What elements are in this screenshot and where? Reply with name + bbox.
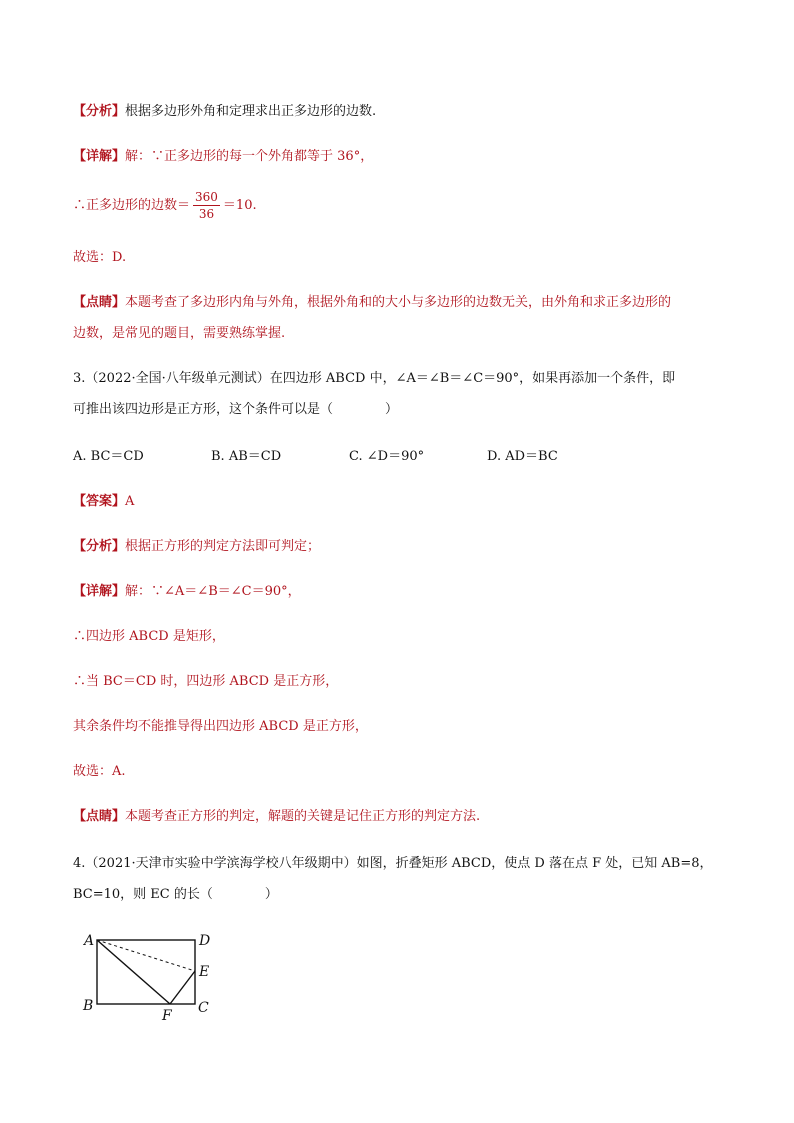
- label-b: B: [83, 998, 94, 1014]
- rectangle-fold-figure: [80, 928, 230, 1023]
- q2-detail: [73, 148, 373, 166]
- q2-step-fraction: [73, 188, 257, 224]
- segment-fe: [170, 971, 195, 1004]
- q4-stem-line2: BC=10，则 EC 的长（ ）: [73, 887, 278, 902]
- comment-text: 本题考查了多边形内角与外角，根据外角和的大小与多边形的边数无关，由外角和求正多边形的: [125, 295, 672, 310]
- label-a: A: [84, 933, 95, 949]
- option-d: D. AD＝BC: [487, 449, 558, 464]
- q3-step3: 其余条件均不能推导得出四边形 ABCD 是正方形，: [73, 719, 368, 734]
- detail-text: 解：∵∠A＝∠B＝∠C＝90°，: [125, 584, 301, 599]
- comment-tag: 【点睛】: [73, 295, 126, 310]
- comment-text: 本题考查正方形的判定，解题的关键是记住正方形的判定方法.: [125, 809, 481, 824]
- detail-tag: 【详解】: [73, 584, 126, 599]
- q3-analysis: [73, 538, 320, 556]
- detail-tag: 【详解】: [73, 149, 126, 164]
- fraction-denominator: 36: [198, 207, 215, 221]
- q3-choice: 故选：A.: [73, 764, 126, 779]
- segment-ae-dashed: [97, 940, 195, 971]
- analysis-tag: 【分析】: [73, 104, 126, 119]
- rectangle-abcd: [97, 940, 195, 1004]
- q3-stem-line2: 可推出该四边形是正方形，这个条件可以是（ ）: [73, 402, 399, 417]
- label-f: F: [162, 1008, 172, 1023]
- q4-stem-line1: 4.（2021·天津市实验中学滨海学校八年级期中）如图，折叠矩形 ABCD，使点 D 落在点 F 处，已知 AB=8，: [73, 856, 713, 871]
- option-b: B. AB＝CD: [211, 449, 282, 464]
- q2-comment-line2: 边数，是常见的题目，需要熟练掌握.: [73, 326, 286, 341]
- fraction: [193, 189, 220, 222]
- q3-detail: [73, 583, 301, 601]
- analysis-tag: 【分析】: [73, 539, 126, 554]
- q2-choice: 故选：D.: [73, 250, 127, 265]
- answer-tag: 【答案】: [73, 494, 126, 509]
- answer-value: A: [125, 494, 135, 509]
- step-prefix: ∴正多边形的边数＝: [73, 198, 191, 213]
- label-e: E: [199, 964, 210, 980]
- analysis-text: 根据正方形的判定方法即可判定；: [125, 539, 321, 554]
- comment-tag: 【点睛】: [73, 809, 126, 824]
- q3-comment: [73, 808, 480, 826]
- q2-analysis: [73, 103, 376, 121]
- label-c: C: [198, 1000, 209, 1016]
- segment-af: [97, 940, 170, 1004]
- analysis-text: 根据多边形外角和定理求出正多边形的边数.: [125, 104, 377, 119]
- q3-stem-line1: 3.（2022·全国·八年级单元测试）在四边形 ABCD 中，∠A＝∠B＝∠C＝90°，如果再添加一个条件，即: [73, 371, 676, 386]
- q2-comment-line1: [73, 294, 671, 312]
- q3-options: [73, 448, 625, 466]
- option-a: A. BC＝CD: [73, 449, 144, 464]
- q3-answer: [73, 493, 134, 511]
- detail-text: 解：∵正多边形的每一个外角都等于 36°，: [125, 149, 374, 164]
- label-d: D: [199, 933, 211, 949]
- q3-step1: ∴四边形 ABCD 是矩形，: [73, 629, 225, 644]
- q3-step2: ∴当 BC＝CD 时，四边形 ABCD 是正方形，: [73, 674, 339, 689]
- fraction-numerator: 360: [195, 190, 218, 204]
- option-c: C. ∠D＝90°: [349, 449, 425, 464]
- step-suffix: ＝10.: [222, 198, 257, 213]
